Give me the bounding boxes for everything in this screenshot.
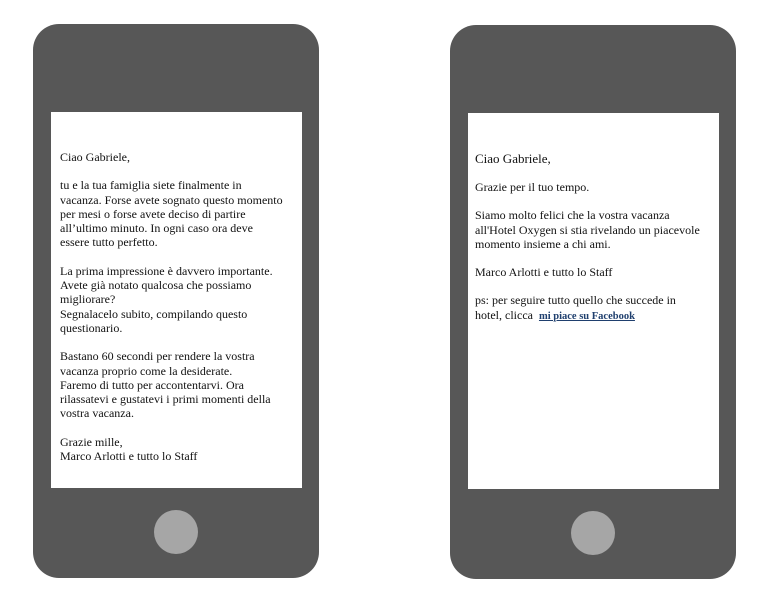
ps-paragraph [475, 293, 712, 324]
text-line: Segnalacelo subito, compilando questo [60, 306, 248, 321]
home-button[interactable] [154, 510, 198, 554]
text-line: tu e la tua famiglia siete finalmente in [60, 178, 242, 193]
paragraph-intro [60, 178, 293, 249]
text-line [475, 308, 712, 324]
text-line: vacanza proprio come la desiderate. [60, 363, 233, 378]
phone-left-screen [51, 112, 302, 488]
paragraph-seconds [60, 349, 293, 420]
text-line: Avete già notato qualcosa che possiamo [60, 278, 252, 293]
home-button[interactable] [571, 511, 615, 555]
text-line: per mesi o forse avete deciso di partire [60, 206, 246, 221]
text-line: ps: per seguire tutto quello che succede in [475, 293, 676, 308]
signature: Marco Arlotti e tutto lo Staff [60, 449, 198, 464]
thanks-line: Grazie per il tuo tempo. [475, 180, 590, 194]
greeting: Ciao Gabriele, [475, 151, 551, 166]
phone-left [33, 24, 319, 578]
paragraph-impression [60, 264, 293, 335]
thank-you-message [475, 151, 712, 324]
text-line: Siamo molto felici che la vostra vacanza [475, 208, 670, 223]
text-line: questionario. [60, 320, 123, 335]
text-line: migliorare? [60, 292, 116, 307]
text-line: Faremo di tutto per accontentarvi. Ora [60, 377, 244, 392]
text-line: La prima impressione è davvero importante. [60, 263, 273, 278]
closing [60, 435, 293, 464]
paragraph-hotel [475, 208, 712, 251]
text-line: all’ultimo minuto. In ogni caso ora deve [60, 221, 253, 236]
phone-right-screen [468, 113, 719, 489]
phone-right [450, 25, 736, 579]
ps-text: hotel, clicca [475, 307, 533, 322]
signature: Marco Arlotti e tutto lo Staff [475, 265, 613, 280]
text-line: vostra vacanza. [60, 406, 134, 421]
text-line: vacanza. Forse avete sognato questo momento [60, 192, 283, 207]
text-line: all'Hotel Oxygen si stia rivelando un piacevole [475, 222, 700, 237]
text-line: momento insieme a chi ami. [475, 236, 611, 251]
text-line: rilassatevi e gustatevi i primi momenti della [60, 392, 271, 407]
facebook-like-link[interactable]: mi piace su Facebook [538, 310, 635, 322]
text-line: Grazie mille, [60, 434, 123, 449]
greeting: Ciao Gabriele, [60, 150, 130, 164]
text-line: essere tutto perfetto. [60, 235, 158, 250]
text-line: Bastano 60 secondi per rendere la vostra [60, 349, 255, 364]
survey-message [60, 150, 293, 463]
